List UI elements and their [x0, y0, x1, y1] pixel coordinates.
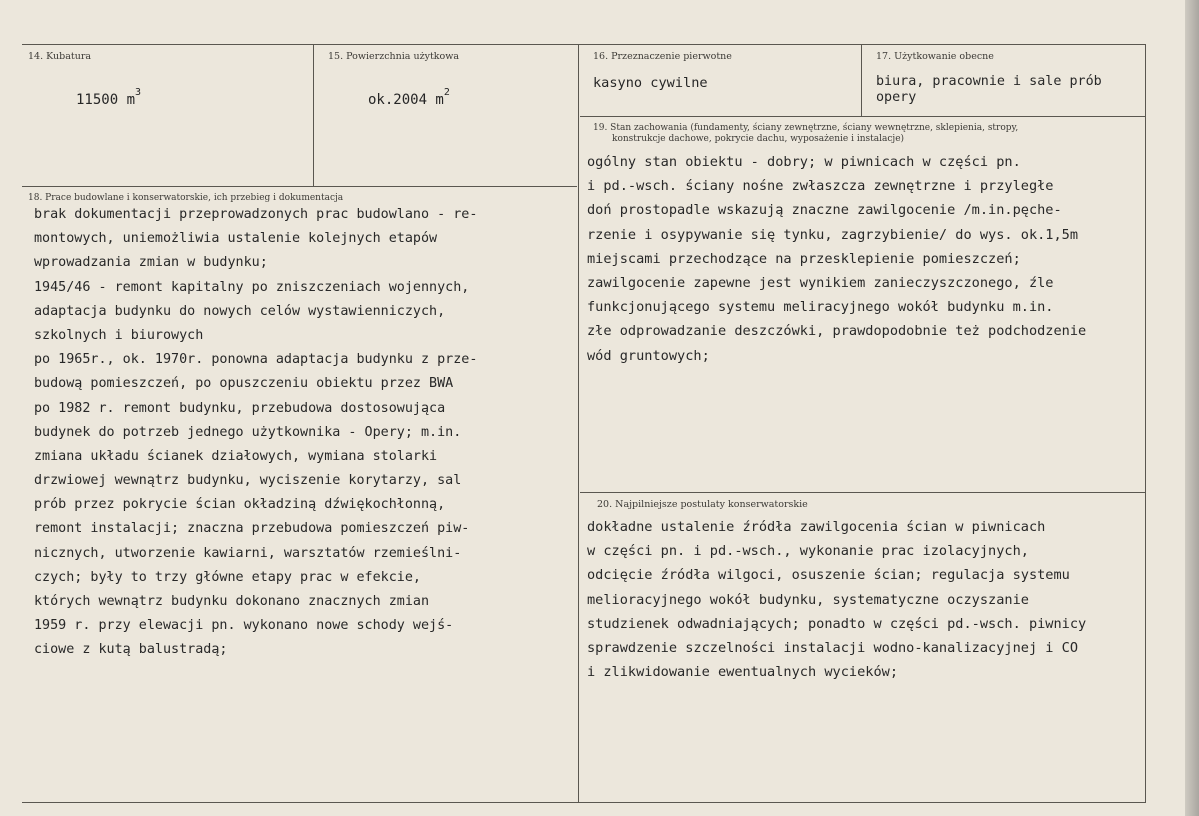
text-line: w części pn. i pd.-wsch., wykonanie prac izolacyjnych,: [587, 543, 1029, 560]
text-line: 1945/46 - remont kapitalny po zniszczeniach wojennych,: [34, 279, 470, 295]
text-line: ciowe z kutą balustradą;: [34, 642, 228, 658]
text-line: montowych, uniemożliwia ustalenie kolejnych etapów: [34, 231, 438, 247]
text-line: melioracyjnego wokół budynku, systematyczne oczyszanie: [587, 591, 1029, 608]
postulaty-top-divider: [580, 492, 1146, 493]
text-line: zmiana układu ścianek działowych, wymiana stolarki: [34, 448, 438, 464]
przeznaczenie-value: kasyno cywilne: [593, 75, 708, 91]
text-line: i zlikwidowanie ewentualnych wycieków;: [587, 664, 898, 681]
text-line: doń prostopadle wskazują znaczne zawilgocenie /m.in.pęche-: [587, 202, 1062, 219]
kubatura-number: 11500 m: [76, 92, 136, 108]
uzytkowanie-label: 17. Użytkowanie obecne: [876, 51, 994, 62]
text-line: ogólny stan obiektu - dobry; w piwnicach w części pn.: [587, 154, 1021, 170]
powierzchnia-value: [368, 87, 450, 108]
stan-label-line-1: 19. Stan zachowania (fundamenty, ściany zewnętrzne, ściany wewnętrzne, sklepienia, stropy,: [593, 123, 1019, 133]
stan-top-divider: [580, 116, 1146, 117]
stan-text: [587, 150, 1142, 368]
powierzchnia-label: 15. Powierzchnia użytkowa: [328, 51, 460, 62]
divider-16-17: [861, 44, 862, 116]
left-block-divider: [22, 186, 577, 187]
uzytkowanie-value: [876, 74, 1102, 106]
divider-14-15: [313, 44, 314, 186]
stan-label-line-2: konstrukcje dachowe, pokrycie dachu, wyposażenie i instalacje): [612, 134, 905, 144]
kubatura-unit-exponent: 3: [135, 87, 142, 98]
text-line: biura, pracownie i sale prób: [876, 74, 1102, 89]
bottom-border: [22, 802, 1146, 803]
text-line: adaptacja budynku do nowych celów wystawienniczych,: [34, 303, 446, 319]
prace-text: [34, 203, 579, 663]
text-line: sprawdzenie szczelności instalacji wodno-kanalizacyjnej i CO: [587, 639, 1079, 656]
text-line: po 1982 r. remont budynku, przebudowa dostosowująca: [34, 400, 446, 416]
text-line: budową pomieszczeń, po opuszczeniu obiektu przez BWA: [34, 376, 454, 392]
text-line: czych; były to trzy główne etapy prac w efekcie,: [34, 569, 421, 585]
text-line: których wewnątrz budynku dokonano znacznych zmian: [34, 594, 430, 609]
kubatura-label: 14. Kubatura: [28, 51, 92, 62]
text-line: wód gruntowych;: [587, 347, 710, 364]
text-line: dokładne ustalenie źródła zawilgocenia ścian w piwnicach: [587, 519, 1046, 535]
text-line: złe odprowadzanie deszczówki, prawdopodobnie też podchodzenie: [587, 323, 1087, 340]
text-line: 1959 r. przy elewacji pn. wykonano nowe schody wejś-: [34, 618, 454, 634]
text-line: nicznych, utworzenie kawiarni, warsztatów rzemieślni-: [34, 545, 462, 561]
top-border: [22, 44, 1146, 45]
text-line: brak dokumentacji przeprowadzonych prac budowlano - re-: [34, 207, 478, 222]
postulaty-label: 20. Najpilniejsze postulaty konserwatorskie: [597, 499, 808, 510]
text-line: studzienek odwadniających; ponadto w części pd.-wsch. piwnicy: [587, 615, 1087, 632]
postulaty-text: [587, 515, 1142, 684]
text-line: funkcjonującego systemu meliracyjnego wokół budynku m.in.: [587, 299, 1054, 316]
text-line: rzenie i osypywanie się tynku, zagrzybienie/ do wys. ok.1,5m: [587, 226, 1079, 243]
powierzchnia-number: ok.2004 m: [368, 92, 444, 108]
text-line: wprowadzania zmian w budynku;: [34, 255, 268, 271]
text-line: po 1965r., ok. 1970r. ponowna adaptacja budynku z prze-: [34, 352, 478, 368]
text-line: i pd.-wsch. ściany nośne zwłaszcza zewnętrzne i przyległe: [587, 178, 1054, 195]
text-line: zawilgocenie zapewne jest wynikiem zanieczyszczonego, źle: [587, 274, 1054, 291]
przeznaczenie-label: 16. Przeznaczenie pierwotne: [593, 51, 732, 62]
kubatura-value: [76, 87, 142, 108]
text-line: remont instalacji; znaczna przebudowa pomieszczeń piw-: [34, 521, 470, 537]
prace-label: 18. Prace budowlane i konserwatorskie, ich przebieg i dokumentacja: [28, 193, 344, 203]
text-line: opery: [876, 90, 917, 105]
powierzchnia-unit-exponent: 2: [443, 87, 450, 98]
text-line: odcięcie źródła wilgoci, osuszenie ścian; regulacja systemu: [587, 567, 1070, 584]
right-border: [1145, 44, 1146, 802]
text-line: prób przez pokrycie ścian okładziną dźwiękochłonną,: [34, 497, 446, 513]
text-line: miejscami przechodzące na przesklepienie pomieszczeń;: [587, 250, 1021, 267]
text-line: szkolnych i biurowych: [34, 327, 204, 343]
text-line: budynek do potrzeb jednego użytkownika - Opery; m.in.: [34, 424, 462, 440]
scan-edge: [1185, 0, 1199, 816]
text-line: drzwiowej wewnątrz budynku, wyciszenie korytarzy, sal: [34, 473, 462, 489]
